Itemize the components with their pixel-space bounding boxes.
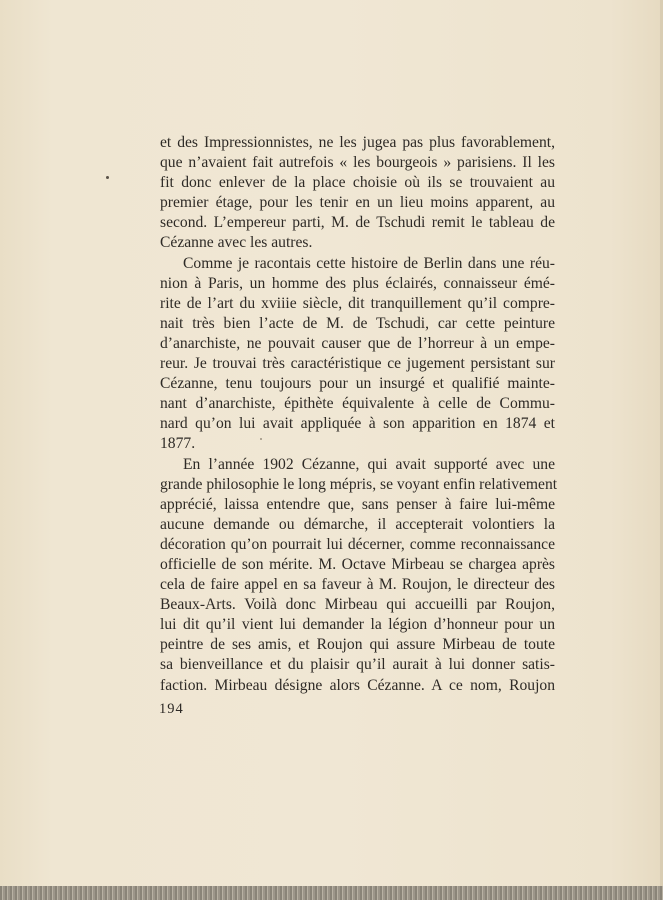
page-stack-edge (0, 886, 663, 900)
text-line: officielle de son mérite. M. Octave Mirbeau se chargea après (160, 555, 555, 573)
text-line: En l’année 1902 Cézanne, qui avait supporté avec une (183, 455, 555, 473)
body-text (160, 133, 558, 696)
text-line: nait très bien l’acte de M. de Tschudi, car cette peinture (160, 314, 555, 332)
text-line: lui dit qu’il vient lui demander la légion d’honneur pour un (160, 616, 555, 634)
text-line: que n’avaient fait autrefois « les bourgeois » parisiens. Il les (160, 154, 555, 172)
text-line: fit donc enlever de la place choisie où ils se trouvaient au (160, 174, 555, 192)
text-line: sa bienveillance et du plaisir qu’il aurait à lui donner satis- (160, 656, 555, 674)
text-line: Comme je racontais cette histoire de Berlin dans une réu- (183, 254, 555, 272)
text-line: nard qu’on lui avait appliquée à son apparition en 1874 et (160, 415, 555, 433)
text-line: peintre de ses amis, et Roujon qui assure Mirbeau de toute (160, 636, 555, 654)
text-line: nant d’anarchiste, épithète équivalente à celle de Commu- (160, 395, 555, 413)
text-line: d’anarchiste, ne pouvait causer que de l’horreur à un empe- (160, 334, 555, 352)
text-line: grande philosophie le long mépris, se voyant enfin relativement (160, 475, 558, 493)
text-line: aucune demande ou démarche, il accepterait volontiers la (160, 515, 555, 533)
text-line: rite de l’art du xviiie siècle, dit tranquillement qu’il compre- (160, 294, 555, 312)
text-line: apprécié, laissa entendre que, sans penser à faire lui-même (160, 495, 555, 513)
text-line: faction. Mirbeau désigne alors Cézanne. A ce nom, Roujon (160, 676, 555, 694)
paper-speck (106, 176, 109, 179)
text-line: 1877. (160, 435, 196, 453)
text-line: second. L’empereur parti, M. de Tschudi remit le tableau de (160, 214, 555, 232)
page-number: 194 (159, 701, 184, 717)
text-line: nion à Paris, un homme des plus éclairés, connaisseur émé- (160, 274, 555, 292)
text-line: reur. Je trouvai très caractéristique ce jugement persistant sur (160, 355, 555, 373)
text-line: décoration qu’on pourrait lui décerner, comme reconnaissance (160, 535, 555, 553)
text-line: Beaux-Arts. Voilà donc Mirbeau qui accueilli par Roujon, (160, 596, 555, 614)
text-line: Cézanne avec les autres. (160, 234, 313, 252)
text-line: et des Impressionnistes, ne les jugea pas plus favorablement, (160, 134, 555, 151)
text-line: premier étage, pour les tenir en un lieu moins apparent, au (160, 194, 555, 212)
text-line: cela de faire appel en sa faveur à M. Roujon, le directeur des (160, 576, 555, 594)
text-line: Cézanne, tenu toujours pour un insurgé et qualifié mainte- (160, 375, 555, 393)
